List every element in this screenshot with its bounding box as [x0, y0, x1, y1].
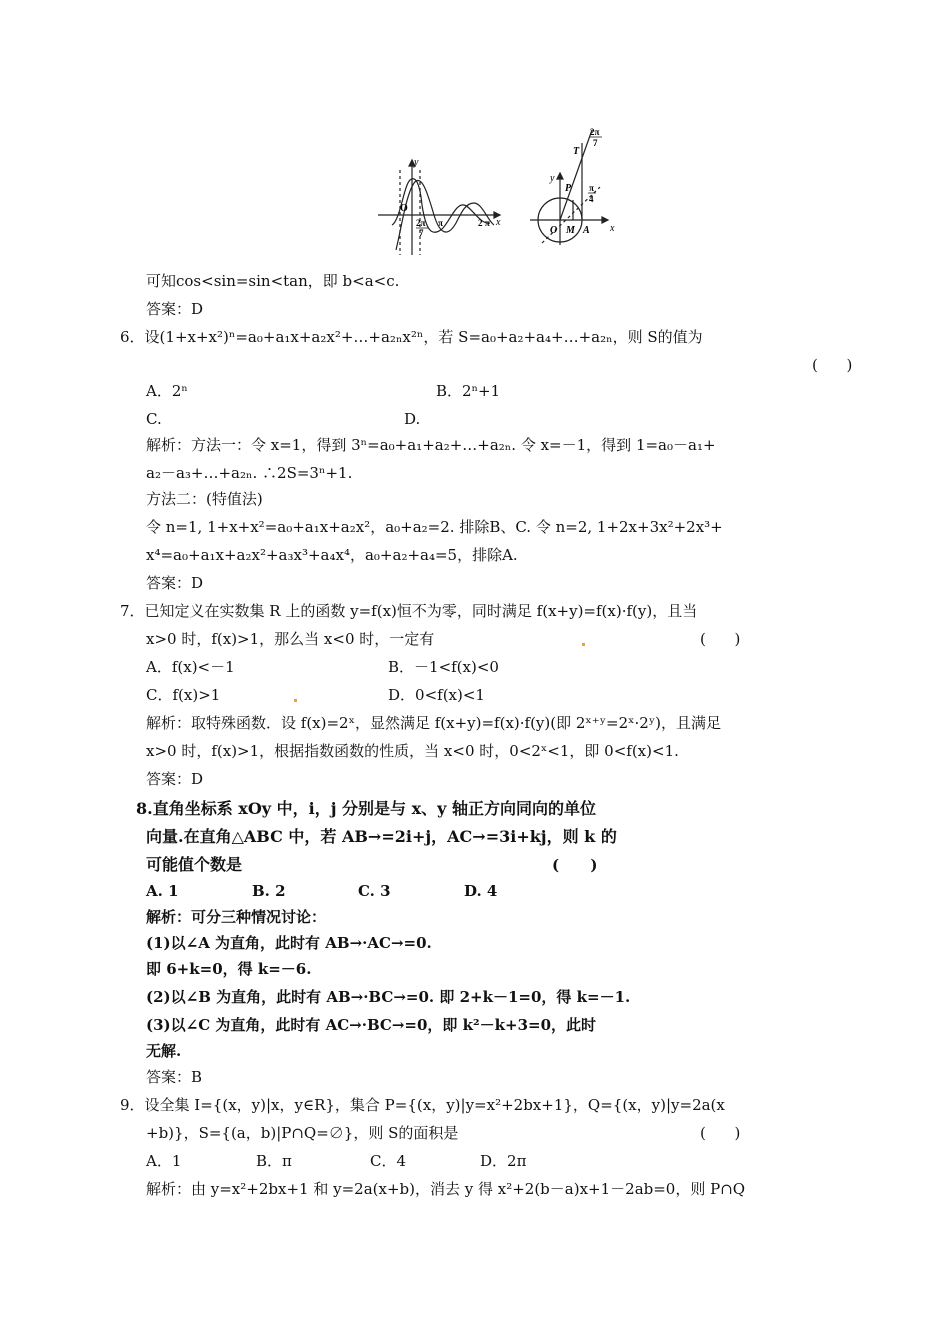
- q8-case-1: (1)以∠A 为直角，此时有 AB→·AC→=0.: [146, 934, 432, 952]
- right-origin-label: O: [550, 225, 558, 236]
- q9-option-a: A．1: [146, 1152, 182, 1170]
- left-y-label: y: [414, 157, 419, 168]
- q8-option-d: D. 4: [464, 882, 498, 900]
- q9-solution-1: 解析：由 y=x²+2bx+1 和 y=2a(x+b)，消去 y 得 x²+2(b－a)x+1－2ab=0，则 P∩Q: [146, 1180, 746, 1198]
- answer-6: 答案：D: [146, 574, 204, 592]
- left-origin-label: O: [400, 203, 408, 214]
- q8-case-3-result: 无解.: [146, 1042, 182, 1060]
- q8-solution-head: 解析：可分三种情况讨论：: [146, 908, 327, 926]
- q6-option-b: B．2ⁿ+1: [436, 382, 501, 400]
- answer-8: 答案：B: [146, 1068, 203, 1086]
- q7-solution-2: x>0 时，f(x)>1，根据指数函数的性质，当 x<0 时，0<2ˣ<1，即 0<f(x)<1.: [146, 742, 679, 760]
- conclusion-line: 可知cos<sin=sin<tan，即 b<a<c.: [146, 272, 400, 290]
- q6-solution-4: 令 n=1, 1+x+x²=a₀+a₁x+a₂x²，a₀+a₂=2. 排除B、C. 令 n=2, 1+2x+3x²+2x³+: [146, 518, 723, 536]
- q8-option-c: C. 3: [358, 882, 391, 900]
- right-pi4-num: π: [589, 183, 594, 193]
- right-A-label: A: [583, 225, 590, 236]
- left-tick-2pi7-den: 7: [419, 228, 424, 238]
- answer-5: 答案：D: [146, 300, 204, 318]
- q8-case-1-result: 即 6+k=0，得 k=－6.: [146, 960, 312, 978]
- q8-stem-2: 向量.在直角△ABC 中，若 AB→=2i+j，AC→=3i+kj，则 k 的: [146, 827, 617, 846]
- sine-cosine-graph: [378, 160, 500, 255]
- right-2pi7-den: 7: [593, 138, 598, 148]
- q9-option-c: C．4: [370, 1152, 407, 1170]
- q9-answer-bracket: ( ): [700, 1124, 741, 1142]
- q6-solution-1: 解析：方法一：令 x=1，得到 3ⁿ=a₀+a₁+a₂+…+a₂ₙ. 令 x=－1，得到 1=a₀－a₁+: [146, 436, 716, 454]
- q6-option-c: C.: [146, 410, 162, 428]
- artifact-dot: [582, 643, 585, 646]
- right-x-label: x: [610, 223, 615, 234]
- q8-stem-1: 8.直角坐标系 xOy 中，i，j 分别是与 x、y 轴正方向同向的单位: [136, 799, 597, 818]
- q8-answer-bracket: ( ): [552, 856, 598, 874]
- q7-option-b: B．－1<f(x)<0: [388, 658, 499, 676]
- q6-answer-bracket: ( ): [812, 356, 853, 374]
- q8-case-3: (3)以∠C 为直角，此时有 AC→·BC→=0，即 k²－k+3=0，此时: [146, 1016, 597, 1034]
- q7-option-a: A．f(x)<－1: [146, 658, 235, 676]
- q8-stem-3: 可能值个数是: [146, 855, 243, 874]
- q6-stem: 6．设(1+x+x²)ⁿ=a₀+a₁x+a₂x²+…+a₂ₙx²ⁿ，若 S=a₀+a₂+a₄+…+a₂ₙ，则 S的值为: [120, 328, 703, 346]
- q6-option-a: A．2ⁿ: [146, 382, 188, 400]
- q6-solution-2: a₂－a₃+…+a₂ₙ. ∴2S=3ⁿ+1.: [146, 464, 353, 482]
- q7-stem-1: 7．已知定义在实数集 R 上的函数 y=f(x)恒不为零，同时满足 f(x+y)=f(x)·f(y)，且当: [120, 602, 698, 620]
- q7-answer-bracket: ( ): [700, 630, 741, 648]
- q7-solution-1: 解析：取特殊函数．设 f(x)=2ˣ，显然满足 f(x+y)=f(x)·f(y)(即 2ˣ⁺ʸ=2ˣ·2ʸ)，且满足: [146, 714, 722, 732]
- q8-option-a: A. 1: [146, 882, 179, 900]
- q6-solution-3: 方法二：(特值法): [146, 490, 263, 508]
- q7-option-d: D．0<f(x)<1: [388, 686, 485, 704]
- q6-option-d: D.: [404, 410, 421, 428]
- trig-figure: [370, 125, 620, 260]
- right-P-label: P: [565, 183, 572, 194]
- q9-option-b: B．π: [256, 1152, 292, 1170]
- artifact-dot: [294, 699, 297, 702]
- q7-stem-2: x>0 时，f(x)>1，那么当 x<0 时，一定有: [146, 630, 435, 648]
- left-x-label: x: [496, 217, 501, 228]
- left-tick-pi: π: [438, 218, 443, 228]
- q9-stem-2: +b)}，S={(a，b)|P∩Q=∅}，则 S的面积是: [146, 1124, 459, 1142]
- answer-7: 答案：D: [146, 770, 204, 788]
- q9-stem-1: 9．设全集 I={(x，y)|x，y∈R}，集合 P={(x，y)|y=x²+2bx+1}，Q={(x，y)|y=2a(x: [120, 1096, 725, 1114]
- q6-solution-5: x⁴=a₀+a₁x+a₂x²+a₃x³+a₄x⁴，a₀+a₂+a₄=5，排除A.: [146, 546, 518, 564]
- right-T-label: T: [573, 146, 580, 157]
- right-2pi7-num: 2π: [590, 127, 600, 137]
- right-M-label: M: [566, 225, 575, 236]
- q7-option-c: C．f(x)>1: [146, 686, 221, 704]
- q8-option-b: B. 2: [252, 882, 286, 900]
- q8-case-2: (2)以∠B 为直角，此时有 AB→·BC→=0. 即 2+k－1=0，得 k=－1.: [146, 988, 631, 1006]
- right-pi4-den: 4: [589, 194, 594, 204]
- q9-option-d: D．2π: [480, 1152, 527, 1170]
- right-y-label: y: [550, 173, 555, 184]
- left-tick-2pi: 2 π: [478, 218, 490, 228]
- left-tick-2pi7-num: 2π: [416, 218, 426, 228]
